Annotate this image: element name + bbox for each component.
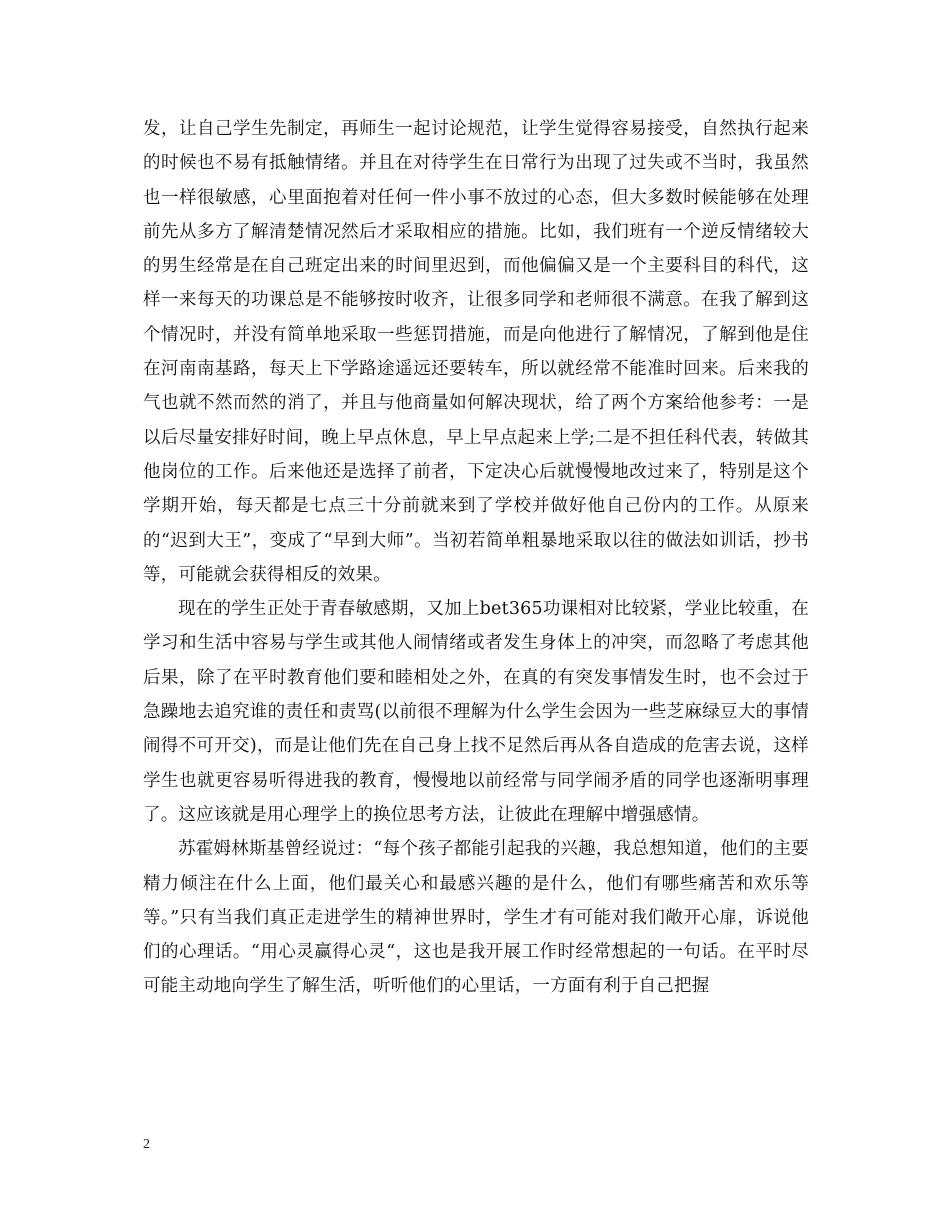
paragraph-1: 发，让自己学生先制定，再师生一起讨论规范，让学生觉得容易接受，自然执行起来的时候也不易有抵触情绪。并且在对待学生在日常行为出现了过失或不当时，我虽然也一样很敏感，心里面抱着对任何一件小事不放过的心态，但大多数时候能够在处理前先从多方了解清楚情况然后才采取相应的措施。比如，我们班有一个逆反情绪较大的男生经常是在自己班定出来的时间里迟到，而他偏偏又是一个主要科目的科代，这样一来每天的功课总是不能够按时收齐，让很多同学和老师很不满意。在我了解到这个情况时，并没有简单地采取一些惩罚措施，而是向他进行了解情况，了解到他是住在河南南基路，每天上下学路途遥远还要转车，所以就经常不能准时回来。后来我的气也就不然而然的消了，并且与他商量如何解决现状，给了两个方案给他参考：一是以后尽量安排好时间，晚上早点休息，早上早点起来上学;二是不担任科代表，转做其他岗位的工作。后来他还是选择了前者，下定决心后就慢慢地改过来了，特别是这个学期开始，每天都是七点三十分前就来到了学校并做好他自己份内的工作。从原来的“迟到大王”，变成了“早到大师”。当初若简单粗暴地采取以往的做法如训话，抄书等，可能就会获得相反的效果。: [143, 119, 809, 585]
page-number: 2: [143, 1137, 150, 1152]
paragraph-2: 现在的学生正处于青春敏感期，又加上bet365功课相对比较紧，学业比较重，在学习和生活中容易与学生或其他人闹情绪或者发生身体上的冲突，而忽略了考虑其他后果，除了在平时教育他们要和睦相处之外，在真的有突发事情发生时，也不会过于急躁地去追究谁的责任和责骂(以前很不理解为什么学生会因为一些芝麻绿豆大的事情闹得不可开交)，而是让他们先在自己身上找不足然后再从各自造成的危害去说，这样学生也就更容易听得进我的教育，慢慢地以前经常与同学闹矛盾的同学也逐渐明事理了。这应该就是用心理学上的换位思考方法，让彼此在理解中增强感情。: [143, 599, 809, 825]
paragraph-3: 苏霍姆林斯基曾经说过：“每个孩子都能引起我的兴趣，我总想知道，他们的主要精力倾注在什么上面，他们最关心和最感兴趣的是什么，他们有哪些痛苦和欢乐等等。”只有当我们真正走进学生的精神世界时，学生才有可能对我们敞开心扉，诉说他们的心理话。“用心灵赢得心灵“，这也是我开展工作时经常想起的一句话。在平时尽可能主动地向学生了解生活，听听他们的心里话，一方面有利于自己把握: [143, 839, 809, 997]
body-text: [143, 112, 809, 1004]
